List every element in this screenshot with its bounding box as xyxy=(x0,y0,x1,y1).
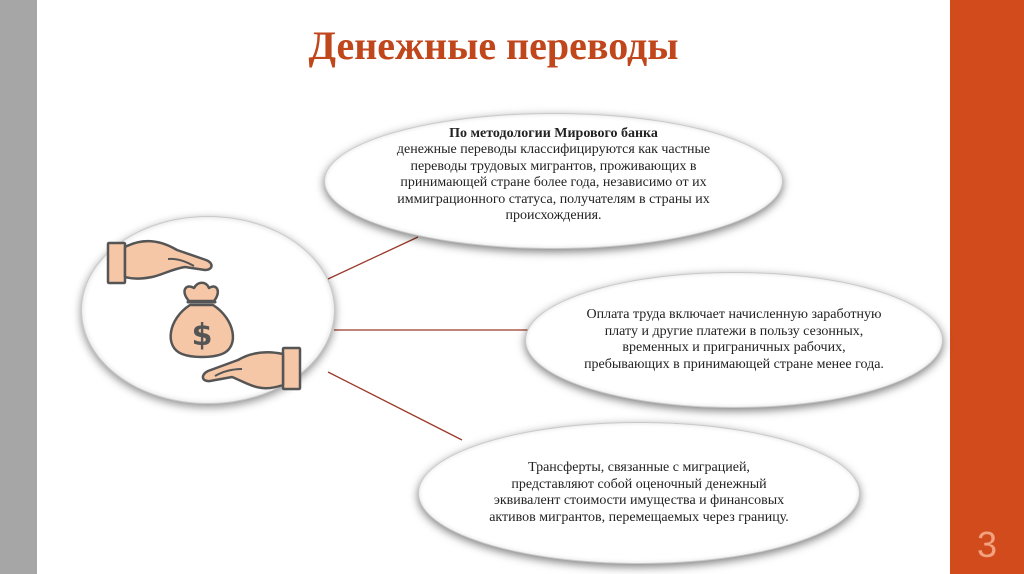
info-bubble-labor-compensation xyxy=(525,272,943,408)
info-bubble-migrant-transfers xyxy=(418,422,860,564)
connector-line-top xyxy=(328,237,418,279)
info-bubble-world-bank-methodology xyxy=(324,113,783,249)
icon-circle xyxy=(81,216,335,404)
bubble-body: Трансферты, связанные с миграцией, представляют собой оценочный денежный эквивалент стоимости имущества и финансовых активов мигрантов, перемещаемых через границу. xyxy=(489,460,789,525)
bubble-text xyxy=(389,126,719,225)
money-transfer-icon xyxy=(82,217,334,403)
bubble-body: Оплата труда включает начисленную заработную плату и другие платежи в пользу сезонных, временных и приграничных рабочих, пребывающих в принимающей стране менее года. xyxy=(584,307,884,372)
svg-text:$: $ xyxy=(191,318,213,353)
bubble-heading: По методологии Мирового банка xyxy=(449,125,658,141)
bubble-body: денежные переводы классифицируются как частные переводы трудовых мигрантов, проживающих в принимающей стране более года, независимо от их иммиграционного статуса, получателям в страны их происхождения. xyxy=(396,142,711,223)
slide-title: Денежные переводы xyxy=(308,23,679,68)
page-number: 3 xyxy=(976,524,998,565)
connector-line-bottom xyxy=(328,372,462,440)
